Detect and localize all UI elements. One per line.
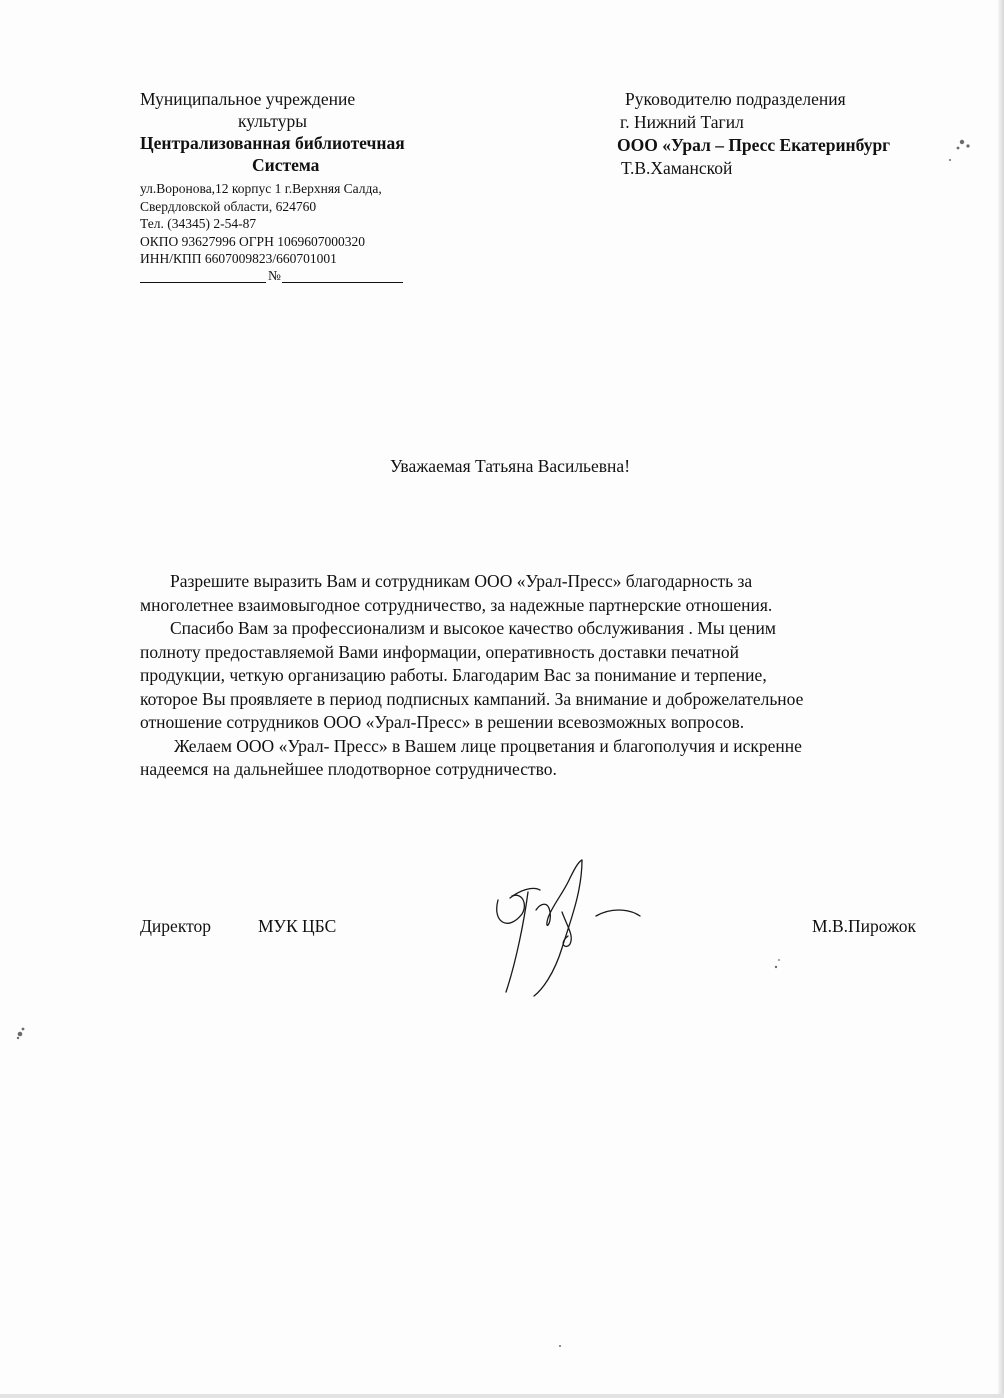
salutation: Уважаемая Татьяна Васильевна! — [390, 456, 631, 476]
sender-org-name: Система — [252, 155, 320, 175]
recipient-name: Т.В.Хаманской — [621, 158, 733, 178]
sender-phone: Тел. (34345) 2-54-87 — [140, 216, 257, 231]
scan-edge — [998, 0, 1004, 1398]
sender-okpo-ogrn: ОКПО 93627996 ОГРН 1069607000320 — [140, 233, 365, 249]
body-line: Спасибо Вам за профессионализм и высокое качество обслуживания . Мы ценим — [170, 618, 776, 638]
number-sign: № — [268, 267, 281, 283]
body-line: Разрешите выразить Вам и сотрудникам ООО «Урал-Пресс» благодарность за — [170, 571, 753, 591]
sender-address: ул.Воронова,12 корпус 1 г.Верхняя Салда, — [140, 181, 382, 196]
sender-block — [140, 88, 470, 286]
letter-body — [140, 570, 930, 782]
scan-edge — [0, 1394, 1004, 1398]
body-line: Желаем ООО «Урал- Пресс» в Вашем лице процветания и благополучия и искренне — [174, 735, 802, 756]
recipient-block — [617, 88, 947, 180]
body-line: многолетнее взаимовыгодное сотрудничество, за надежные партнерские отношения. — [140, 594, 773, 615]
body-line: которое Вы проявляете в период подписных кампаний. За внимание и доброжелательное — [140, 688, 804, 709]
sender-org-name: Централизованная библиотечная — [140, 133, 405, 153]
sender-org-line: культуры — [238, 111, 307, 131]
registration-number-line — [140, 268, 470, 286]
sender-address: Свердловской области, 624760 — [140, 198, 317, 214]
body-line: полноту предоставляемой Вами информации, оперативность доставки печатной — [140, 641, 739, 662]
sender-org-line: Муниципальное учреждение — [140, 89, 356, 109]
number-blank-line — [282, 282, 403, 283]
signer-name: М.В.Пирожок — [812, 916, 916, 936]
sender-inn-kpp: ИНН/КПП 6607009823/660701001 — [140, 251, 337, 266]
body-line: продукции, четкую организацию работы. Благодарим Вас за понимание и терпение, — [140, 665, 767, 685]
recipient-company: ООО «Урал – Пресс Екатеринбург — [617, 135, 891, 155]
signer-title: Директор — [140, 916, 212, 936]
body-line: надеемся на дальнейшее плодотворное сотрудничество. — [140, 759, 557, 779]
signer-org: МУК ЦБС — [258, 916, 337, 936]
recipient-position: Руководителю подразделения — [625, 89, 846, 109]
handwritten-signature — [478, 852, 653, 1002]
recipient-city: г. Нижний Тагил — [620, 112, 744, 132]
date-blank-line — [140, 282, 266, 283]
body-line: отношение сотрудников ООО «Урал-Пресс» в решении всевозможных вопросов. — [140, 712, 745, 732]
